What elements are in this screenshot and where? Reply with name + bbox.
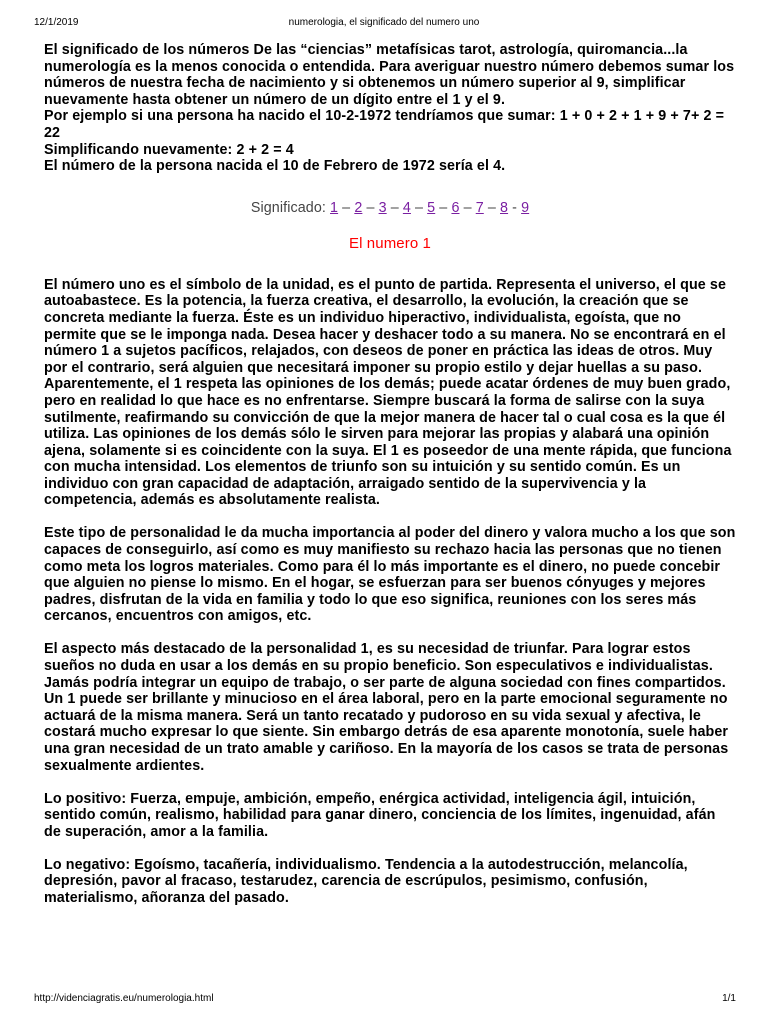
nav-link-3[interactable]: 3 — [378, 199, 387, 216]
intro-example: Por ejemplo si una persona ha nacido el 10-2-1972 tendríamos que sumar: 1 + 0 + 2 + 1 + 9 + 7+ 2 = 22 — [44, 108, 725, 141]
nav-separator: – — [415, 199, 424, 216]
nav-link-7[interactable]: 7 — [475, 199, 484, 216]
body-paragraph-money: Este tipo de personalidad le da mucha importancia al poder del dinero y valora mucho a los que son capaces de conseguirlo, así como es muy manifiesto su rechazo hacia las personas que no tienen como meta los logros materiales. Como para él lo más importante es el dinero, no puede concebir que alguien no piense lo mismo. En el hogar, se esfuerzan para ser buenos cónyuges y mejores padres, disfrutan de la vida en familia y todo lo que eso significa, reuniones con los seres más cercanos, encuentros con amigos, etc. — [44, 525, 736, 625]
print-url: http://videnciagratis.eu/numerologia.html — [34, 993, 214, 1004]
nav-separator: – — [487, 199, 496, 216]
nav-separator: – — [342, 199, 351, 216]
number-navigation — [44, 200, 736, 216]
print-page-title: numerologia, el significado del numero uno — [288, 17, 480, 28]
body-paragraph-personality: El aspecto más destacado de la personalidad 1, es su necesidad de triunfar. Para lograr estos sueños no duda en usar a los demás en su propio beneficio. Son especulativos e individualistas. Jamás podría integrar un equipo de trabajo, o ser parte de alguna sociedad con fines compartidos. Un 1 puede ser brillante y minucioso en el área laboral, pero en la parte emocional seguramente no actuará de la misma manera. Será un tanto recatado y pudoroso en su vida sexual y afectiva, le costará mucho expresar lo que siente. Sin embargo detrás de esa aparente monotonía, suele haber una gran necesidad de un trato amable y cariñoso. En la mayoría de los casos se trata de personas sexualmente ardientes. — [44, 641, 729, 774]
nav-link-8[interactable]: 8 — [500, 199, 509, 216]
body-paragraph-negative: Lo negativo: Egoísmo, tacañería, individualismo. Tendencia a la autodestrucción, melancolía, depresión, pavor al fracaso, testarudez, carencia de escrúpulos, pesimismo, confusión, materialismo, añoranza del pasado. — [44, 856, 688, 906]
body-paragraph-positive: Lo positivo: Fuerza, empuje, ambición, empeño, enérgica actividad, inteligencia ágil, intuición, sentido común, realismo, habilidad para ganar dinero, conciencia de los límites, ingenuidad, afán de superación, amor a la familia. — [44, 790, 716, 840]
nav-link-1[interactable]: 1 — [330, 199, 339, 216]
body-paragraph-symbol: El número uno es el símbolo de la unidad, es el punto de partida. Representa el universo, el que se autoabastece. Es la potencia, la fuerza creativa, el desarrollo, la evolución, la creación que se concreta mediante la fuerza. Éste es un individuo hiperactivo, individualista, egoísta, que no permite que se le imponga nada. Desea hacer y deshacer todo a su manera. No se encontrará en el número 1 a sujetos pacíficos, relajados, con deseos de poner en práctica las ideas de otros. Muy por el contrario, será alguien que necesitará imponer su propio estilo y dejar huellas a su paso. Aparentemente, el 1 respeta las opiniones de los demás; puede acatar órdenes de muy buen grado, pero en realidad lo que hace es no enfrentarse. Siempre buscará la forma de salirse con la suya sutilmente, reafirmando su convicción de que la mejor manera de hacer tal o cual cosa es la que él utiliza. Las opiniones de los demás sólo le sirven para mejorar las propias y alabará una opinión ajena, solamente si es coincidente con la suya. El 1 es poseedor de una mente rápida, que funciona con mucha intensidad. Los elementos de triunfo son su intuición y su sentido común. Es un individuo con gran capacidad de adaptación, arraigado sentido de la supervivencia y la competencia, además es absolutamente realista. — [44, 276, 732, 509]
print-footer — [0, 993, 768, 1007]
nav-separator: – — [463, 199, 472, 216]
intro-block — [44, 42, 736, 175]
section-title: El numero 1 — [349, 234, 431, 252]
intro-result: El número de la persona nacida el 10 de Febrero de 1972 sería el 4. — [44, 158, 506, 175]
nav-separator: – — [366, 199, 375, 216]
nav-separator: – — [439, 199, 448, 216]
nav-link-4[interactable]: 4 — [402, 199, 411, 216]
nav-separator: – — [390, 199, 399, 216]
nav-link-6[interactable]: 6 — [451, 199, 460, 216]
nav-link-5[interactable]: 5 — [427, 199, 436, 216]
print-header — [0, 17, 768, 31]
print-date: 12/1/2019 — [34, 17, 79, 28]
intro-paragraph: El significado de los números De las “ciencias” metafísicas tarot, astrología, quiromancia...la numerología es la menos conocida o entendida. Para averiguar nuestro número debemos sumar los números de nuestra fecha de nacimiento y si obtenemos un número superior al 9, simplificar nuevamente hasta obtener un número de un dígito entre el 1 y el 9. — [44, 42, 735, 108]
intro-simplify: Simplificando nuevamente: 2 + 2 = 4 — [44, 141, 294, 158]
nav-label: Significado: — [250, 199, 326, 216]
nav-link-2[interactable]: 2 — [354, 199, 363, 216]
page-content — [44, 42, 736, 907]
nav-link-9[interactable]: 9 — [521, 199, 530, 216]
print-page-number: 1/1 — [722, 993, 736, 1004]
nav-separator: - — [512, 199, 518, 216]
